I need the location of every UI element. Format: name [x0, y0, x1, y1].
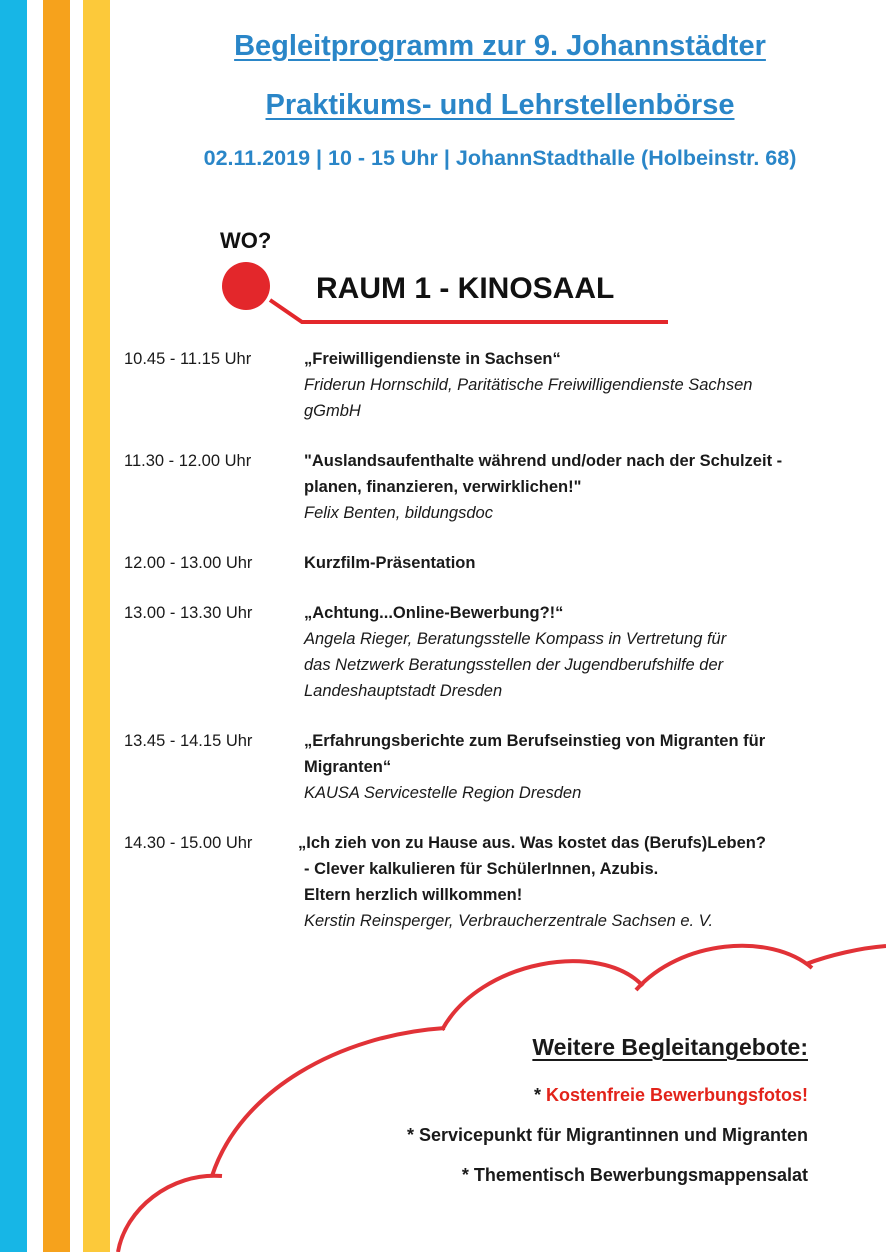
location-question: WO?: [220, 228, 272, 253]
speaker-info: Kerstin Reinsperger, Verbraucherzentrale Sachsen e. V.: [304, 912, 714, 930]
speaker-info: Friderun Hornschild, Paritätische Freiwilligendienste Sachsen: [304, 376, 753, 394]
schedule-time: 13.00 - 13.30 Uhr: [124, 604, 253, 622]
offers-list: [407, 1075, 808, 1195]
talk-title: "Auslandsaufenthalte während und/oder nach der Schulzeit -: [304, 452, 783, 470]
schedule-row: [124, 346, 854, 424]
talk-title: „Freiwilligendienste in Sachsen“: [304, 350, 561, 368]
schedule-time: 13.45 - 14.15 Uhr: [124, 732, 253, 750]
talk-title: „Erfahrungsberichte zum Berufseinstieg von Migranten für: [304, 732, 766, 750]
talk-title: - Clever kalkulieren für SchülerInnen, Azubis.: [304, 860, 659, 878]
offer-item: * Thementisch Bewerbungsmappensalat: [461, 1165, 808, 1185]
schedule-time: 14.30 - 15.00 Uhr: [124, 834, 253, 852]
speaker-info: KAUSA Servicestelle Region Dresden: [304, 784, 582, 802]
talk-title: planen, finanzieren, verwirklichen!": [304, 478, 582, 496]
talk-title: „Achtung...Online-Bewerbung?!“: [304, 604, 564, 622]
schedule-time: 12.00 - 13.00 Uhr: [124, 554, 253, 572]
schedule-list: [124, 346, 854, 934]
speaker-info: Angela Rieger, Beratungsstelle Kompass in Vertretung für: [304, 630, 727, 648]
schedule-time: 10.45 - 11.15 Uhr: [124, 350, 252, 368]
room-title: RAUM 1 - KINOSAAL: [316, 272, 615, 305]
further-offers-title: Weitere Begleitangebote:: [532, 1034, 808, 1060]
offer-item: * Kostenfreie Bewerbungsfotos!: [533, 1085, 808, 1105]
talk-title: „Ich zieh von zu Hause aus. Was kostet das (Berufs)Leben?: [298, 834, 766, 852]
schedule-row: [124, 728, 854, 806]
title-line-2: Praktikums- und Lehrstellenbörse: [265, 89, 735, 121]
talk-title: Kurzfilm-Präsentation: [304, 554, 476, 572]
schedule-row: [124, 448, 854, 526]
speaker-info: Felix Benten, bildungsdoc: [304, 504, 493, 522]
speaker-info: gGmbH: [304, 402, 361, 420]
speaker-info: das Netzwerk Beratungsstellen der Jugendberufshilfe der: [304, 656, 724, 674]
schedule-time: 11.30 - 12.00 Uhr: [124, 452, 252, 470]
schedule-row: [124, 550, 854, 576]
event-info: 02.11.2019 | 10 - 15 Uhr | JohannStadthalle (Holbeinstr. 68): [203, 146, 797, 170]
title-line-1: Begleitprogramm zur 9. Johannstädter: [234, 30, 766, 62]
speaker-info: Landeshauptstadt Dresden: [304, 682, 503, 700]
schedule-row: [124, 600, 854, 704]
talk-title: Eltern herzlich willkommen!: [304, 886, 523, 904]
schedule-row: [124, 830, 854, 934]
talk-title: Migranten“: [304, 758, 392, 776]
offer-item: * Servicepunkt für Migrantinnen und Migranten: [406, 1125, 808, 1145]
further-offers: [407, 1034, 808, 1195]
